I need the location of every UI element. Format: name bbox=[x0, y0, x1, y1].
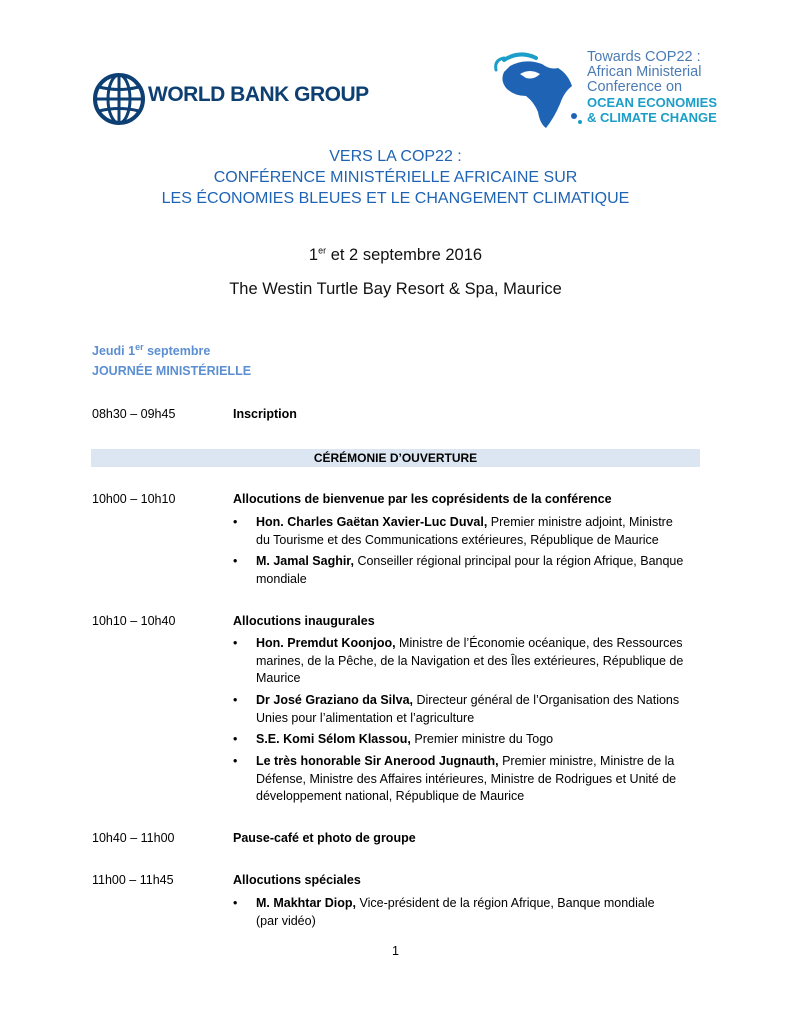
bullet-icon: • bbox=[233, 554, 238, 568]
bullet-icon: • bbox=[233, 896, 238, 910]
day-subheading: JOURNÉE MINISTÉRIELLE bbox=[92, 364, 252, 378]
session-title: Allocutions spéciales bbox=[233, 873, 361, 887]
globe-icon bbox=[92, 72, 146, 126]
speaker-item: • M. Makhtar Diop, Vice-président de la région Afrique, Banque mondiale (par vidéo) bbox=[233, 896, 655, 928]
title-line-2: CONFÉRENCE MINISTÉRIELLE AFRICAINE SUR bbox=[213, 169, 578, 186]
speaker-item: • Hon. Premdut Koonjoo, Ministre de l’Économie océanique, des Ressources marines, de la Pêche, de la Navigation et des Îles extérieures, République de Maurice bbox=[233, 636, 684, 685]
speaker-item: • Dr José Graziano da Silva, Directeur général de l’Organisation des Nations Unies pour l’alimentation et l’agriculture bbox=[233, 693, 680, 725]
cop-title-line-4: OCEAN ECONOMIES bbox=[587, 95, 718, 110]
session-time: 11h00 – 11h45 bbox=[92, 873, 174, 887]
conference-venue: The Westin Turtle Bay Resort & Spa, Maurice bbox=[229, 280, 562, 298]
world-bank-group-logo bbox=[92, 72, 369, 128]
section-banner: CÉRÉMONIE D’OUVERTURE bbox=[91, 449, 700, 467]
cop-title-line-1: Towards COP22 : bbox=[587, 49, 701, 65]
cop22-conference-logo bbox=[490, 49, 718, 134]
day-heading: Jeudi 1er septembre bbox=[92, 341, 211, 358]
session-time: 10h40 – 11h00 bbox=[92, 831, 175, 845]
speaker-item: • Hon. Charles Gaëtan Xavier-Luc Duval, Premier ministre adjoint, Ministre du Tourisme et des Communications extérieures, République de Maurice bbox=[233, 515, 673, 547]
bullet-icon: • bbox=[233, 693, 238, 707]
session-title: Inscription bbox=[233, 407, 297, 421]
bullet-icon: • bbox=[233, 754, 238, 768]
session-title: Allocutions de bienvenue par les coprésidents de la conférence bbox=[233, 492, 612, 506]
africa-map-icon bbox=[490, 52, 585, 132]
bullet-icon: • bbox=[233, 636, 238, 650]
cop-title-line-3: Conference on bbox=[587, 79, 683, 95]
title-line-3: LES ÉCONOMIES BLEUES ET LE CHANGEMENT CLIMATIQUE bbox=[161, 190, 630, 207]
cop-title-line-5: & CLIMATE CHANGE bbox=[587, 110, 717, 125]
speaker-item: • M. Jamal Saghir, Conseiller régional principal pour la région Afrique, Banque mondiale bbox=[233, 554, 684, 586]
session-time: 08h30 – 09h45 bbox=[92, 407, 176, 421]
cop-title-line-2: African Ministerial bbox=[587, 64, 702, 80]
session-time: 10h10 – 10h40 bbox=[92, 614, 176, 628]
bullet-icon: • bbox=[233, 732, 238, 746]
conference-dates: 1er et 2 septembre 2016 bbox=[308, 245, 483, 264]
title-line-1: VERS LA COP22 : bbox=[329, 148, 462, 165]
speaker-item: • S.E. Komi Sélom Klassou, Premier ministre du Togo bbox=[233, 731, 703, 749]
bullet-icon: • bbox=[233, 515, 238, 529]
page-number: 1 bbox=[392, 944, 399, 958]
session-time: 10h00 – 10h10 bbox=[92, 492, 176, 506]
wbg-wordmark: WORLD BANK GROUP bbox=[148, 83, 369, 106]
session-title: Pause-café et photo de groupe bbox=[233, 831, 416, 845]
session-title: Allocutions inaugurales bbox=[233, 614, 375, 628]
speaker-item: • Le très honorable Sir Anerood Jugnauth, Premier ministre, Ministre de la Défense, Ministre des Affaires intérieures, Ministre de Rodrigues et Unité de développement national, République de Maurice bbox=[233, 754, 677, 803]
